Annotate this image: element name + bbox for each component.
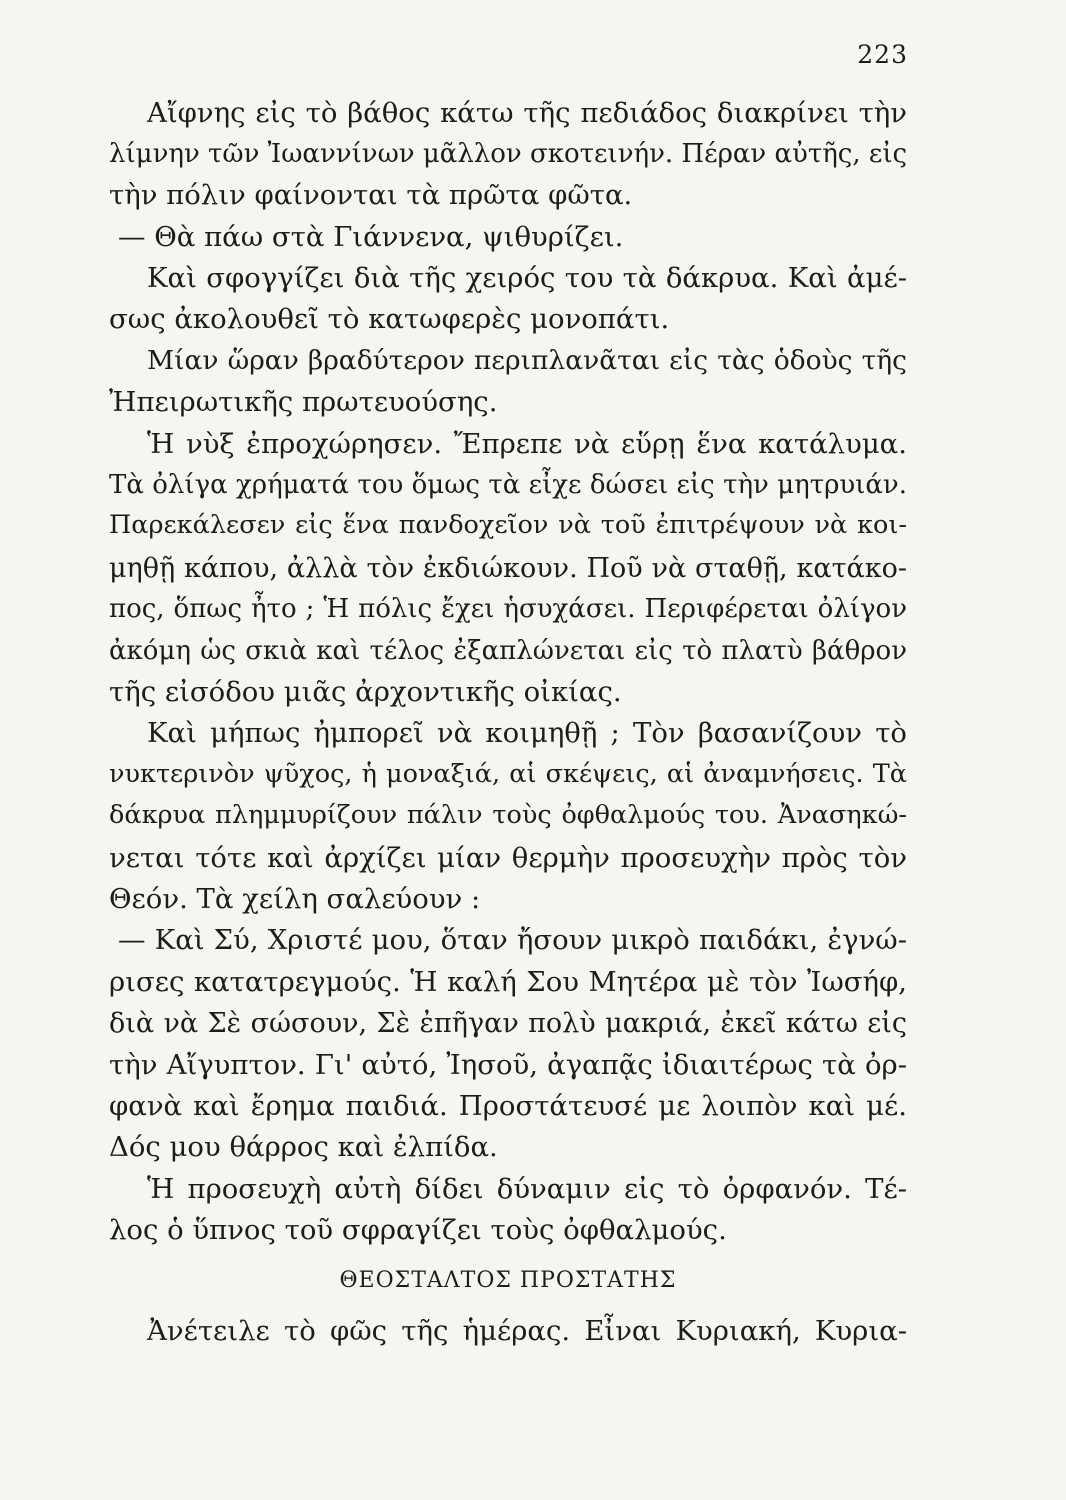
text-line: ἀκόμη ὡς σκιὰ καὶ τέλος ἐξαπλώνεται εἰς τὸ πλατὺ βάθρον xyxy=(109,636,907,666)
text-line: Ἠπειρωτικῆς πρωτευούσης. xyxy=(109,386,498,418)
text-line: μηθῇ κάπου, ἀλλὰ τὸν ἐκδιώκουν. Ποῦ νὰ σταθῇ, κατάκο- xyxy=(109,553,907,584)
text-line: Δός μου θάρρος καὶ ἐλπίδα. xyxy=(109,1131,498,1163)
text-line: Ἡ νὺξ ἐπροχώρησεν. Ἔπρεπε νὰ εὕρῃ ἕνα κατάλυμα. xyxy=(147,428,907,460)
text-line: διὰ νὰ Σὲ σώσουν, Σὲ ἐπῆγαν πολὺ μακριά, ἐκεῖ κάτω εἰς xyxy=(109,1008,907,1039)
text-line: νεται τότε καὶ ἀρχίζει μίαν θερμὴν προσευχὴν πρὸς τὸν xyxy=(109,842,907,874)
text-line: δάκρυα πλημμυρίζουν πάλιν τοὺς ὀφθαλμούς του. Ἀνασηκώ- xyxy=(109,800,907,830)
text-line: Καὶ μήπως ἠμπορεῖ νὰ κοιμηθῇ ; Τὸν βασανίζουν τὸ xyxy=(147,717,907,749)
text-line: ρισες κατατρεγμούς. Ἡ καλή Σου Μητέρα μὲ τὸν Ἰωσήφ, xyxy=(109,966,907,998)
text-line: Καὶ σφογγίζει διὰ τῆς χειρός του τὰ δάκρυα. Καὶ ἀμέ- xyxy=(147,262,907,294)
text-line: τῆς εἰσόδου μιᾶς ἀρχοντικῆς οἰκίας. xyxy=(109,676,622,708)
text-line: Μίαν ὥραν βραδύτερον περιπλανᾶται εἰς τὰς ὁδοὺς τῆς xyxy=(147,345,907,376)
text-line: πος, ὅπως ἦτο ; Ἡ πόλις ἔχει ἡσυχάσει. Περιφέρεται ὀλίγον xyxy=(109,594,907,624)
text-line: Τὰ ὀλίγα χρήματά του ὅμως τὰ εἶχε δώσει εἰς τὴν μητρυιάν. xyxy=(109,470,907,500)
text-line: σως ἀκολουθεῖ τὸ κατωφερὲς μονοπάτι. xyxy=(109,303,670,335)
text-line: λος ὁ ὕπνος τοῦ σφραγίζει τοὺς ὀφθαλμούς. xyxy=(109,1214,727,1246)
text-line: — Θὰ πάω στὰ Γιάννενα, ψιθυρίζει. xyxy=(118,221,624,253)
text-line: νυκτερινὸν ψῦχος, ἡ μοναξιά, αἱ σκέψεις, αἱ ἀναμνήσεις. Τὰ xyxy=(109,759,907,789)
page-number: 223 xyxy=(857,40,908,69)
text-line: Ἀνέτειλε τὸ φῶς τῆς ἡμέρας. Εἶναι Κυριακή, Κυρια- xyxy=(147,1315,907,1347)
text-line: τὴν πόλιν φαίνονται τὰ πρῶτα φῶτα. xyxy=(109,179,633,211)
text-line: Ἡ προσευχὴ αὐτὴ δίδει δύναμιν εἰς τὸ ὀρφανόν. Τέ- xyxy=(147,1173,907,1205)
text-line: Αἴφνης εἰς τὸ βάθος κάτω τῆς πεδιάδος διακρίνει τὴν xyxy=(147,97,907,129)
text-line: τὴν Αἴγυπτον. Γι' αὐτό, Ἰησοῦ, ἀγαπᾷς ἰδιαιτέρως τὰ ὀρ- xyxy=(109,1049,907,1081)
text-line: φανὰ καὶ ἔρημα παιδιά. Προστάτευσέ με λοιπὸν καὶ μέ. xyxy=(109,1090,907,1122)
text-line: — Καὶ Σύ, Χριστέ μου, ὅταν ἤσουν μικρὸ παιδάκι, ἐγνώ- xyxy=(118,924,907,956)
text-line: Παρεκάλεσεν εἰς ἕνα πανδοχεῖον νὰ τοῦ ἐπιτρέψουν νὰ κοι- xyxy=(109,510,907,540)
section-heading: ΘΕΟΣΤΑΛΤΟΣ ΠΡΟΣΤΑΤΗΣ xyxy=(339,1268,677,1293)
text-line: λίμνην τῶν Ἰωαννίνων μᾶλλον σκοτεινήν. Πέραν αὐτῆς, εἰς xyxy=(109,139,908,169)
text-line: Θεόν. Τὰ χείλη σαλεύουν : xyxy=(109,883,481,915)
